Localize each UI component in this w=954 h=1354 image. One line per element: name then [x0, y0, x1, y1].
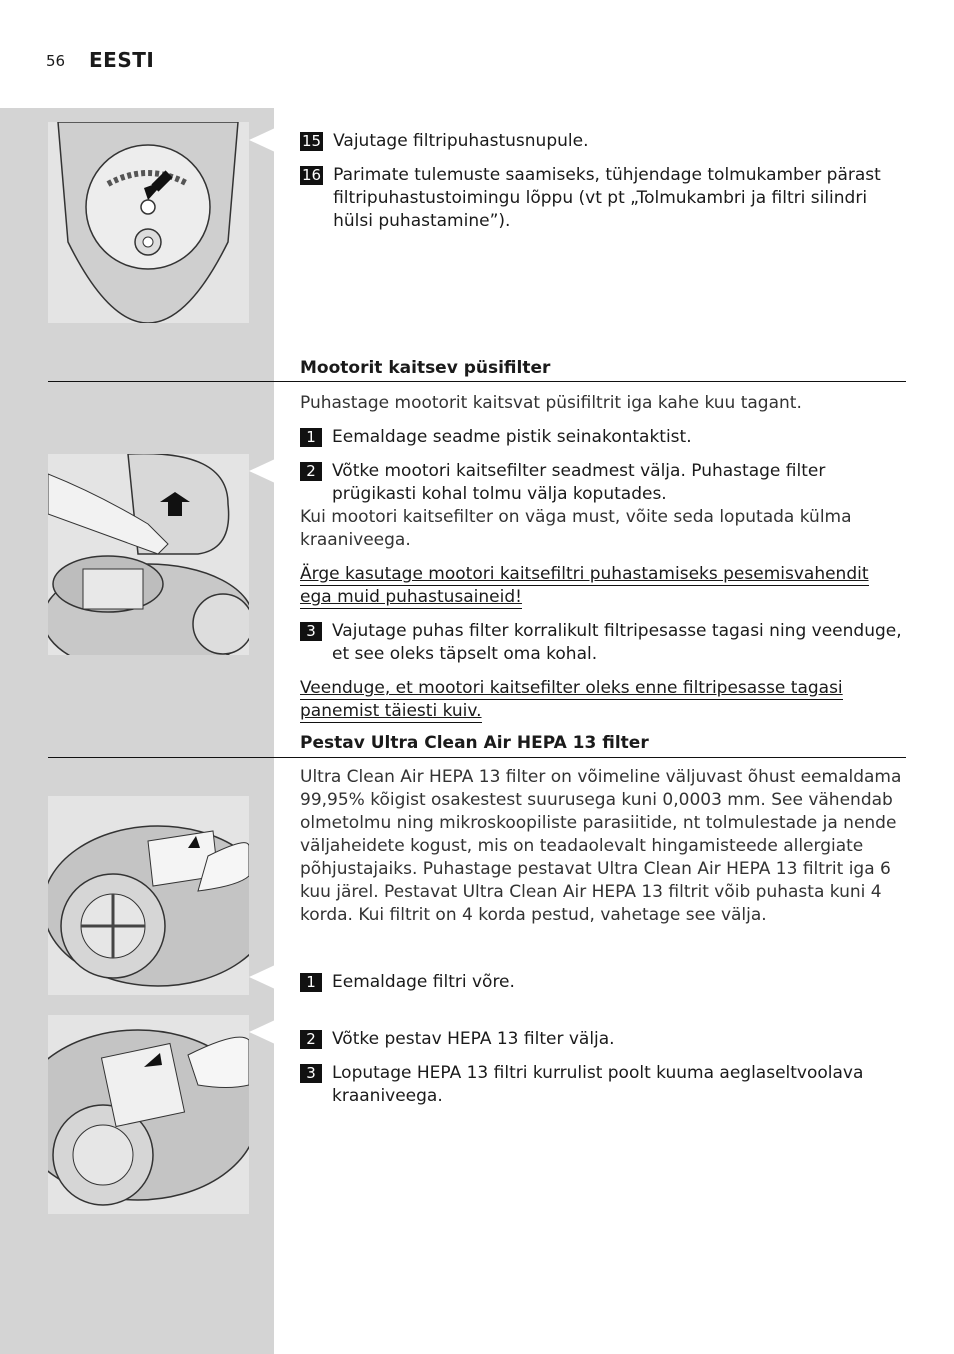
step-number: 3 — [300, 622, 322, 641]
step-16 — [300, 164, 905, 233]
warning-text: Veenduge, et mootori kaitsefilter oleks enne filtripesasse tagasi panemist täiesti kuiv. — [300, 678, 843, 721]
language-heading: EESTI — [89, 48, 155, 72]
figure-filter-clean-button — [48, 122, 249, 323]
hepa-intro-text: Ultra Clean Air HEPA 13 filter on võimeline väljuvast õhust eemaldama 99,95% kõigist osakestest suurusega kuni 0,0003 mm. See vähendab olmetolmu ning mikroskoopiliste parasiitide, nt tolmulestade ja nende väljaheidete kogust, mis on teadaolevalt hingamisteede allergiate põhjustajaiks. Puhastage pestavat Ultra Clean Air HEPA 13 filtrit iga 6 kuu järel. Pestavat Ultra Clean Air HEPA 13 filtrit võib puhasta kuni 4 korda. Kui filtrit on 4 korda pestud, vahetage see välja. — [300, 767, 902, 925]
step-text: Loputage HEPA 13 filtri kurrulist poolt kuuma aeglaseltvoolava kraaniveega. — [332, 1063, 864, 1106]
step-1 — [300, 426, 905, 449]
note-text: Kui mootori kaitsefilter on väga must, võite seda loputada külma kraaniveega. — [300, 507, 852, 550]
page-number: 56 — [46, 52, 66, 70]
section-filter-cleaning — [300, 130, 905, 233]
step-text: Vajutage puhas filter korralikult filtripesasse tagasi ning veenduge, et see oleks täpselt oma kohal. — [332, 621, 902, 664]
section-divider — [48, 381, 906, 382]
intro-text: Puhastage mootorit kaitsvat püsifiltrit iga kahe kuu tagant. — [300, 393, 802, 413]
step-number: 1 — [300, 973, 322, 992]
step-2 — [300, 460, 905, 506]
heading-motor-protection-filter: Mootorit kaitsev püsifilter — [300, 358, 551, 378]
section-motor-protection-filter — [300, 392, 905, 723]
step-number: 15 — [302, 132, 322, 150]
figure-motor-filter-removal — [48, 454, 249, 655]
step-3 — [300, 620, 905, 666]
step-2 — [300, 1028, 905, 1051]
step-text: Parimate tulemuste saamiseks, tühjendage tolmukamber pärast filtripuhastustoimingu lõppu (vt pt „Tolmukambri ja filtri silindri hülsi puhastamine”). — [333, 165, 881, 231]
step-text: Võtke pestav HEPA 13 filter välja. — [332, 1029, 615, 1049]
warning-text: Ärge kasutage mootori kaitsefiltri puhastamiseks pesemisvahendit ega muid puhastusaineid! — [300, 564, 869, 607]
step-text: Eemaldage filtri võre. — [332, 972, 515, 992]
figure-pointer — [249, 1020, 275, 1044]
hepa-step-1 — [300, 971, 905, 994]
step-number: 2 — [300, 1030, 322, 1049]
step-text: Eemaldage seadme pistik seinakontaktist. — [332, 427, 692, 447]
step-text: Vajutage filtripuhastusnupule. — [333, 131, 589, 151]
figure-pointer — [249, 459, 275, 483]
step-number: 16 — [302, 166, 322, 184]
step-number: 3 — [300, 1064, 322, 1083]
heading-hepa-filter: Pestav Ultra Clean Air HEPA 13 filter — [300, 733, 649, 753]
figure-filter-grille-removal — [48, 796, 249, 995]
step-number: 1 — [300, 428, 322, 447]
hepa-steps — [300, 1028, 905, 1108]
step-number: 2 — [300, 462, 322, 481]
figure-pointer — [249, 965, 275, 989]
figure-pointer — [249, 128, 275, 152]
figure-hepa-filter-removal — [48, 1015, 249, 1214]
section-divider — [48, 757, 906, 758]
step-15 — [300, 130, 905, 153]
step-text: Võtke mootori kaitsefilter seadmest välja. Puhastage filter prügikasti kohal tolmu välja koputades. — [332, 461, 826, 504]
step-3 — [300, 1062, 905, 1108]
